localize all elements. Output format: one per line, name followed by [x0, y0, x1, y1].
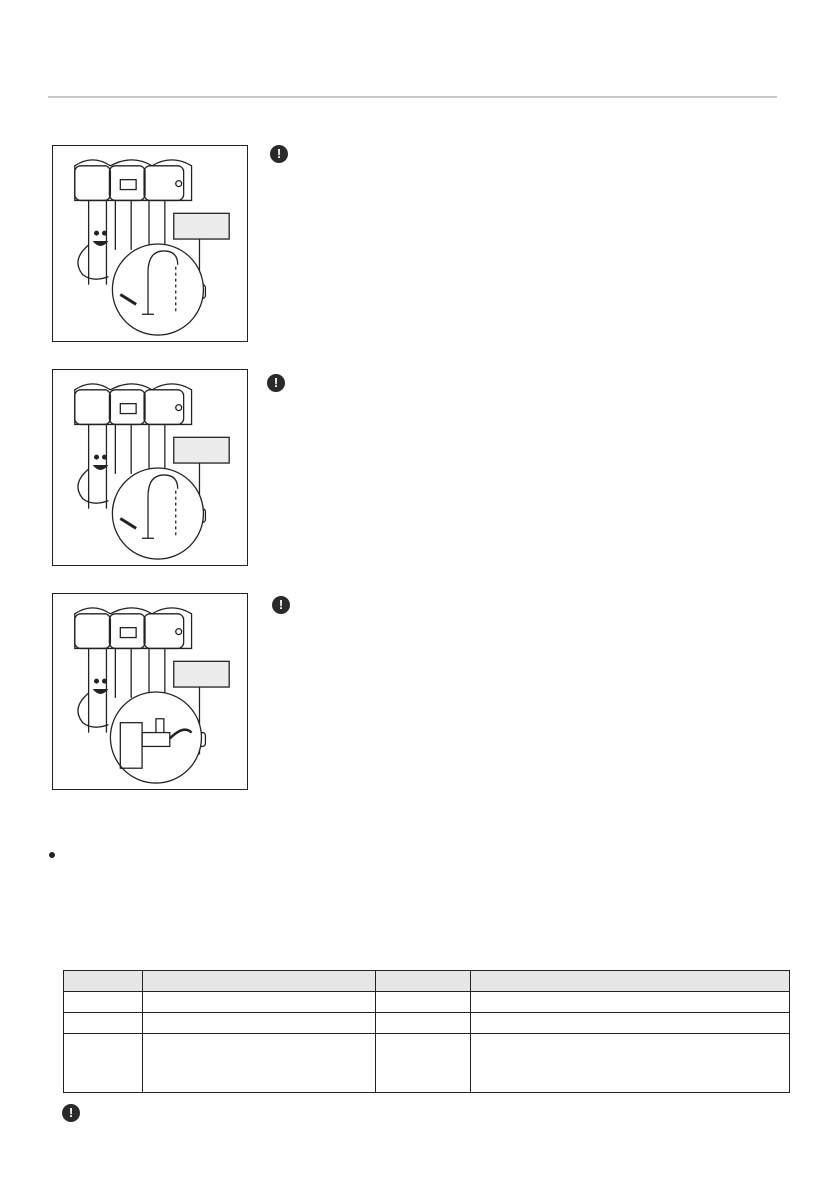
- table-row: [64, 1013, 790, 1034]
- filter-tap-illustration: [53, 146, 247, 341]
- table-row: [64, 992, 790, 1013]
- table-header-cell: [471, 971, 790, 992]
- bullet-point: [49, 852, 55, 858]
- top-divider: [48, 96, 777, 98]
- table-cell: [471, 1034, 790, 1093]
- figure-2: [52, 369, 248, 566]
- notice-icon: !: [62, 1104, 80, 1122]
- table-cell: [142, 992, 375, 1013]
- notice-icon: !: [267, 374, 285, 392]
- table-header-row: [64, 971, 790, 992]
- table-cell: [142, 1034, 375, 1093]
- filter-valve-illustration: [53, 594, 247, 789]
- table-header-cell: [64, 971, 143, 992]
- notice-icon: !: [272, 596, 290, 614]
- notice-icon: !: [270, 145, 288, 163]
- table-cell: [471, 1013, 790, 1034]
- spec-table: [63, 970, 790, 1093]
- filter-tap-illustration: [53, 370, 247, 565]
- figure-1: [52, 145, 248, 342]
- table-cell: [375, 992, 471, 1013]
- table-cell: [471, 992, 790, 1013]
- table-cell: [142, 1013, 375, 1034]
- table-cell: [64, 992, 143, 1013]
- table-cell: [64, 1013, 143, 1034]
- table-row: [64, 1034, 790, 1093]
- figure-3: [52, 593, 248, 790]
- table-cell: [375, 1034, 471, 1093]
- table-cell: [375, 1013, 471, 1034]
- table-header-cell: [375, 971, 471, 992]
- table-cell: [64, 1034, 143, 1093]
- table-header-cell: [142, 971, 375, 992]
